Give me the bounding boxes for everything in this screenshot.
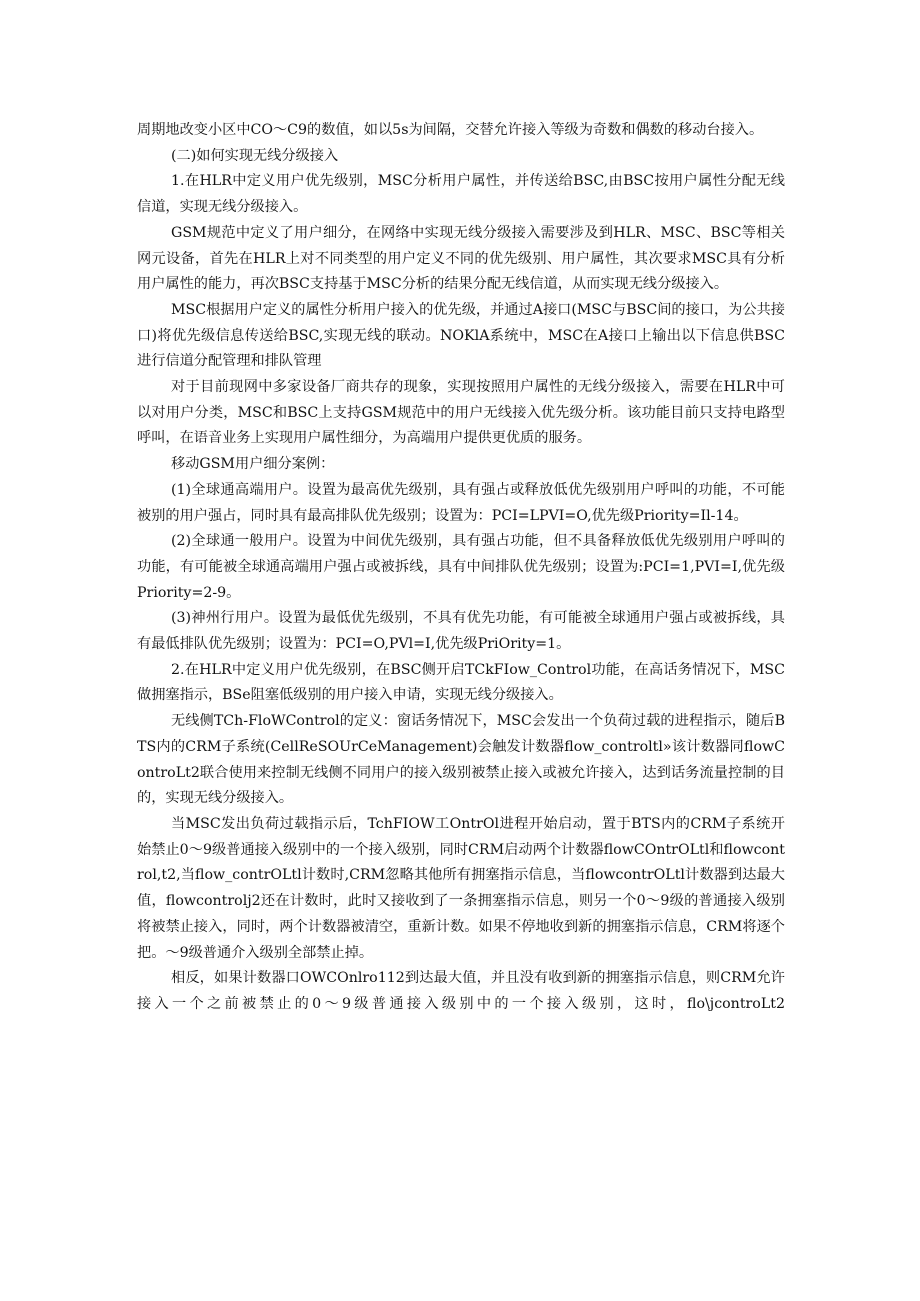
paragraph-access-class-alternation: 周期地改变小区中CO～C9的数值，如以5s为间隔，交替允许接入等级为奇数和偶数的移动台接入。 — [137, 122, 764, 138]
paragraph-method-2: 2.在HLR中定义用户优先级别，在BSC侧开启TCkFIow_Control功能，在高话务情况下，MSC做拥塞指示，BSe阻塞低级别的用户接入申请，实现无线分级接入。 — [137, 661, 785, 704]
paragraph-overload-process: 当MSC发出负荷过载指示后，TchFIOW工OntrOl进程开始启动，置于BTS内的CRM子系统开始禁止0～9级普通接入级别中的一个接入级别，同时CRM启动两个计数器flowCOntrOLtl和flowcontrol,t2,当flow_contrOLtl计数时,CRM忽略其他所有拥塞指示信息，当flowcontrOLtl计数器到达最大值，flowcontrolj2还在计数时，此时又接收到了一条拥塞指示信息，则另一个0～9级的普通接入级别将被禁止接入，同时，两个计数器被清空，重新计数。如果不停地收到新的拥塞指示信息，CRM将逐个把。～9级普通介入级别全部禁止掉。 — [137, 815, 785, 961]
paragraph-multivendor-network: 对于目前现网中多家设备厂商共存的现象，实现按照用户属性的无线分级接入，需要在HLR中可以对用户分类，MSC和BSC上支持GSM规范中的用户无线接入优先级分析。该功能目前只支持电路型呼叫，在语音业务上实现用户属性细分，为高端用户提供更优质的服务。 — [137, 379, 785, 447]
paragraph-tch-flow-control-definition: 无线侧TCh-FloWControl的定义：窗话务情况下，MSC会发出一个负荷过载的进程指示，随后BTS内的CRM子系统(CellReSOUrCeManagement)会触发计数器flow_controltl»该计数器同flowControLt2联合使用来控制无线侧不同用户的接入级别被禁止接入或被允许接入，达到话务流量控制的目的，实现无线分级接入。 — [137, 713, 785, 807]
document-body — [137, 118, 785, 1018]
paragraph-msc-a-interface: MSC根据用户定义的属性分析用户接入的优先级，并通过A接口(MSC与BSC间的接口，为公共接口)将优先级信息传送给BSC,实现无线的联动。NOKlA系统中，MSC在A接口上输出以下信息供BSC进行信道分配管理和排队管理 — [137, 301, 785, 370]
list-item-general-users: (2)全球通一般用户。设置为中间优先级别，具有强占功能，但不具备释放低优先级别用户呼叫的功能，有可能被全球通高端用户强占或被拆线，具有中间排队优先级别；设置为:PCI=1,PVI=I,优先级Priority=2-9。 — [137, 533, 785, 601]
paragraph-gsm-user-segmentation: GSM规范中定义了用户细分，在网络中实现无线分级接入需要涉及到HLR、MSC、BSC等相关网元设备，首先在HLR上对不同类型的用户定义不同的优先级别、用户属性，其次要求MSC具有分析用户属性的能力，再次BSC支持基于MSC分析的结果分配无线信道，从而实现无线分级接入。 — [137, 224, 785, 293]
paragraph-counter-release: 相反，如果计数器口OWCOnlro112到达最大值，并且没有收到新的拥塞指示信息，则CRM允许接入一个之前被禁止的0～9级普通接入级别中的一个接入级别，这时，flo\jcontroLt2 — [137, 970, 785, 1012]
list-item-high-end-users: (1)全球通高端用户。设置为最高优先级别，具有强占或释放低优先级别用户呼叫的功能，不可能被别的用户强占，同时具有最高排队优先级别；设置为：PCI=LPVI=O,优先级Priority=Il-14。 — [137, 481, 785, 524]
paragraph-method-1: 1.在HLR中定义用户优先级别，MSC分析用户属性，并传送给BSC,由BSC按用户属性分配无线信道，实现无线分级接入。 — [137, 173, 785, 216]
list-item-prepaid-users: (3)神州行用户。设置为最低优先级别，不具有优先功能，有可能被全球通用户强占或被拆线，具有最低排队优先级别；设置为：PCI=O,PVl=I,优先级PriOrity=1。 — [137, 610, 785, 653]
paragraph-case-heading: 移动GSM用户细分案例： — [171, 456, 335, 473]
section-heading-radio-priority-access: (二)如何实现无线分级接入 — [171, 147, 339, 164]
